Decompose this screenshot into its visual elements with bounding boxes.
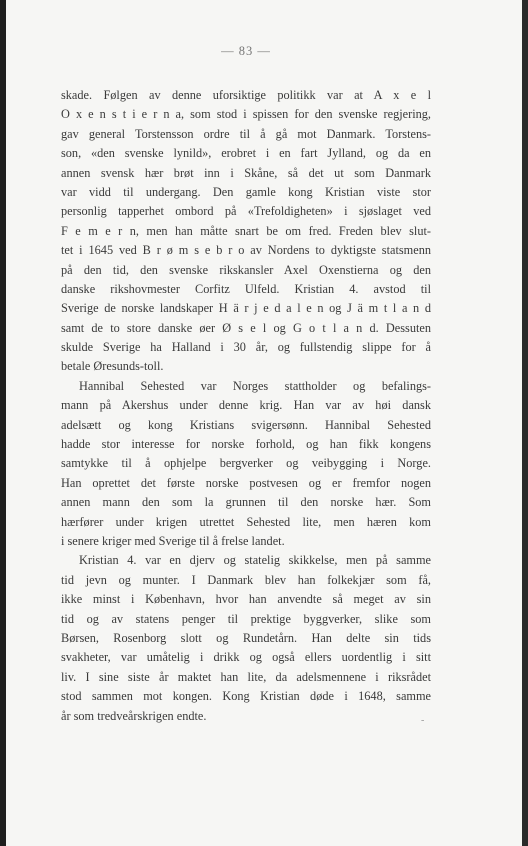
text-line: stod sammen mot kongen. Kong Kristian døde i 1648, samme [61,689,431,704]
text-line: O x e n s t i e r n a, som stod i spissen for den svenske regjering, [61,107,431,122]
text-line: hadde stor interesse for norske forhold, og han fikk kongens [61,437,431,452]
text-line: gav general Torstensson ordre til å gå mot Danmark. Torstens- [61,126,431,141]
text-line: Sverige de norske landskaper H ä r j e d a l e n og J ä m t l a n d [61,301,431,316]
text-line: tid jevn og munter. I Danmark blev han folkekjær som få, [61,572,431,587]
text-line: i senere kriger med Sverige til å frelse landet. [61,533,285,548]
text-line: var vidd til undergang. Den gamle kong Kristian viste stor [61,184,431,199]
body-text [61,86,431,726]
text-line: skulde Sverige ha Halland i 30 år, og fullstendig slippe for å [61,340,431,355]
text-line: adelsætt og kong Kristians svigersønn. Hannibal Sehested [61,417,431,432]
page-number: — 83 — [221,44,271,58]
text-line: skade. Følgen av denne uforsiktige politikk var at A x e l [61,88,431,102]
scan-right-edge [522,0,528,846]
text-line: Han oprettet det første norske postvesen og er fremfor nogen [61,475,431,490]
text-line: personlig tapperhet ombord på «Trefoldigheten» i sjøslaget ved [61,204,431,219]
text-line: danske rikshovmester Corfitz Ulfeld. Kristian 4. avstod til [61,281,431,296]
text-line: son, «den svenske lynild», erobret i en fart Jylland, og da en [61,146,431,161]
text-line: tet i 1645 ved B r ø m s e b r o av Nordens to dyktigste statsmenn [61,243,431,258]
text-line: Kristian 4. var en djerv og statelig skikkelse, men på samme [79,553,431,568]
text-line: Børsen, Rosenborg slott og Rundetårn. Han delte sin tids [61,630,431,645]
paragraph [61,551,431,726]
text-line: hærfører under krigen utrettet Sehested lite, men hæren kom [61,514,431,529]
text-line: betale Øresunds-toll. [61,359,164,374]
text-line: samtykke til å ophjelpe bergverker og veibygging i Norge. [61,456,431,471]
text-line: samt de to store danske øer Ø s e l og G o t l a n d. Dessuten [61,320,431,335]
text-line: liv. I sine siste år maktet han lite, da adelsmennene i riksrådet [61,669,431,684]
text-line: annen svensk hær brøt inn i Skåne, så det ut som Danmark [61,165,431,180]
text-line: F e m e r n, men han måtte snart be om fred. Freden blev slut- [61,223,431,238]
text-line: år som tredveårskrigen endte. [61,708,207,723]
stray-mark: - [421,715,425,726]
text-line: annen mann den som la grunnen til den norske hær. Som [61,495,431,510]
text-line: mann på Akershus under denne krig. Han var av høi dansk [61,398,431,413]
text-line: tid og av statens penger til prektige byggverker, slike som [61,611,431,626]
text-line: svakheter, var umåtelig i drikk og også ellers uordentlig i sitt [61,650,431,665]
text-line: Hannibal Sehested var Norges stattholder og befalings- [79,378,431,393]
book-page [61,44,431,726]
text-line: på den tid, den svenske rikskansler Axel Oxenstierna og den [61,262,431,277]
text-line: ikke minst i København, hvor han anvendte så meget av sin [61,592,431,607]
paragraph [61,377,431,552]
paragraph [61,86,431,377]
scan-left-edge [0,0,6,846]
